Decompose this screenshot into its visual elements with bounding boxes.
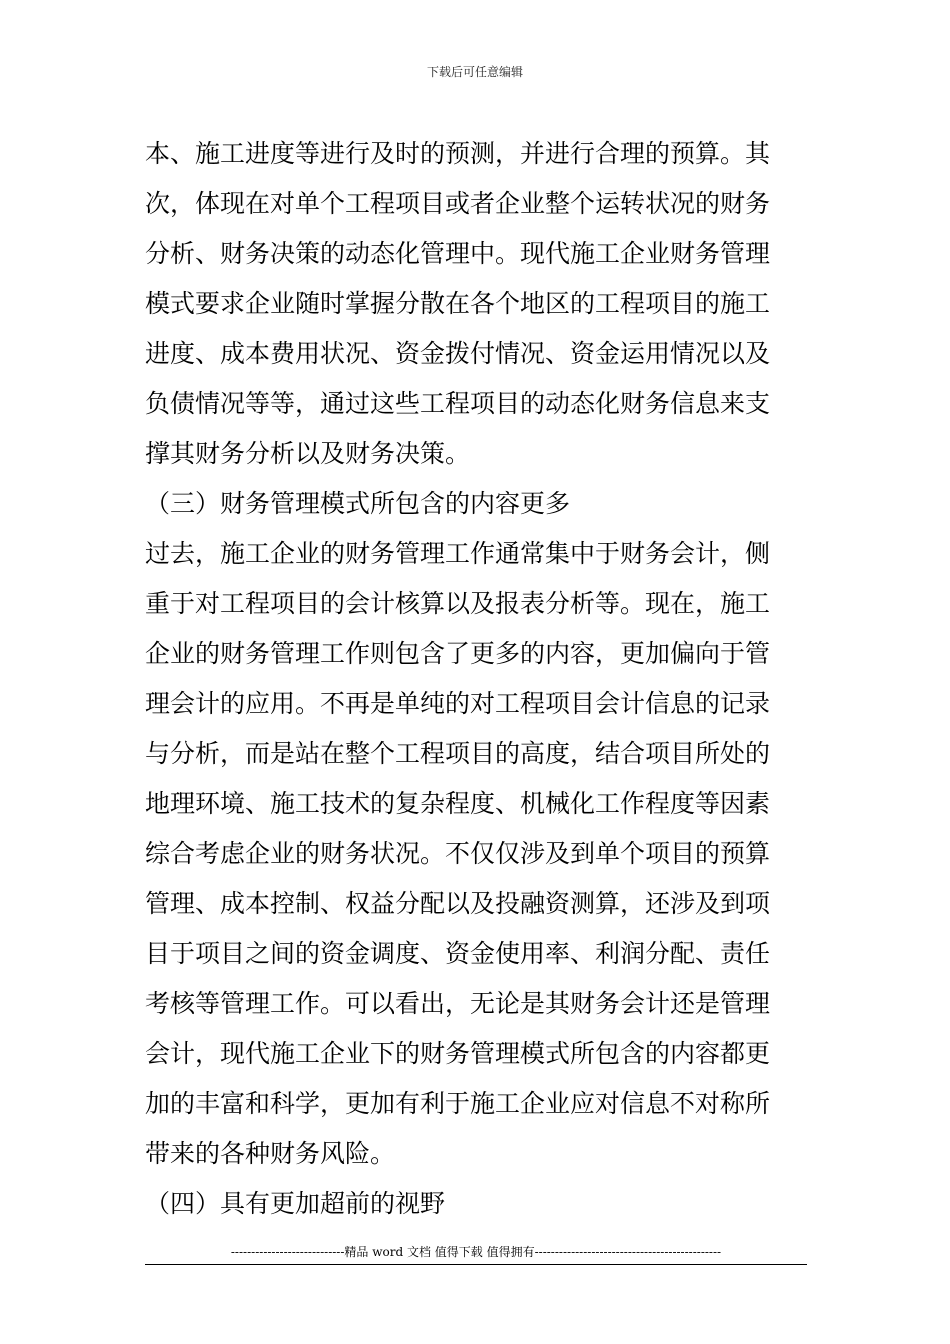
section3-line-12: 加的丰富和科学，更加有利于施工企业应对信息不对称所 [145,1089,771,1118]
section-heading-3: （三）财务管理模式所包含的内容更多 [145,489,571,518]
section3-line-7: 综合考虑企业的财务状况。不仅仅涉及到单个项目的预算 [145,839,771,868]
section3-line-1: 过去，施工企业的财务管理工作通常集中于财务会计，侧 [145,539,771,568]
section3-line-8: 管理、成本控制、权益分配以及投融资测算，还涉及到项 [145,889,771,918]
section3-line-4: 理会计的应用。不再是单纯的对工程项目会计信息的记录 [145,689,771,718]
paragraph-line-7: 撑其财务分析以及财务决策。 [145,439,471,468]
paragraph-line-2: 次，体现在对单个工程项目或者企业整个运转状况的财务 [145,189,771,218]
section3-line-13: 带来的各种财务风险。 [145,1139,396,1168]
paragraph-line-5: 进度、成本费用状况、资金拨付情况、资金运用情况以及 [145,339,771,368]
paragraph-line-4: 模式要求企业随时掌握分散在各个地区的工程项目的施工 [145,289,771,318]
footer-text: ----------------------------精品 word 文档 值得下载 值得拥有---------------------------------------------- [230,1245,722,1259]
paragraph-line-1: 本、施工进度等进行及时的预测，并进行合理的预算。其 [145,139,771,168]
paragraph-line-3: 分析、财务决策的动态化管理中。现代施工企业财务管理 [145,239,771,268]
section3-line-10: 考核等管理工作。可以看出，无论是其财务会计还是管理 [145,989,771,1018]
paragraph-line-6: 负债情况等等，通过这些工程项目的动态化财务信息来支 [145,389,771,418]
section3-line-5: 与分析，而是站在整个工程项目的高度，结合项目所处的 [145,739,771,768]
section-heading-4: （四）具有更加超前的视野 [145,1189,446,1218]
page-header-note: 下载后可任意编辑 [426,65,523,79]
section3-line-9: 目于项目之间的资金调度、资金使用率、利润分配、责任 [145,939,771,968]
page-footer [145,1242,807,1265]
section3-line-11: 会计，现代施工企业下的财务管理模式所包含的内容都更 [145,1039,771,1068]
document-body [145,129,825,1229]
section3-line-6: 地理环境、施工技术的复杂程度、机械化工作程度等因素 [145,789,771,818]
section3-line-2: 重于对工程项目的会计核算以及报表分析等。现在，施工 [145,589,771,618]
section3-line-3: 企业的财务管理工作则包含了更多的内容，更加偏向于管 [145,639,771,668]
